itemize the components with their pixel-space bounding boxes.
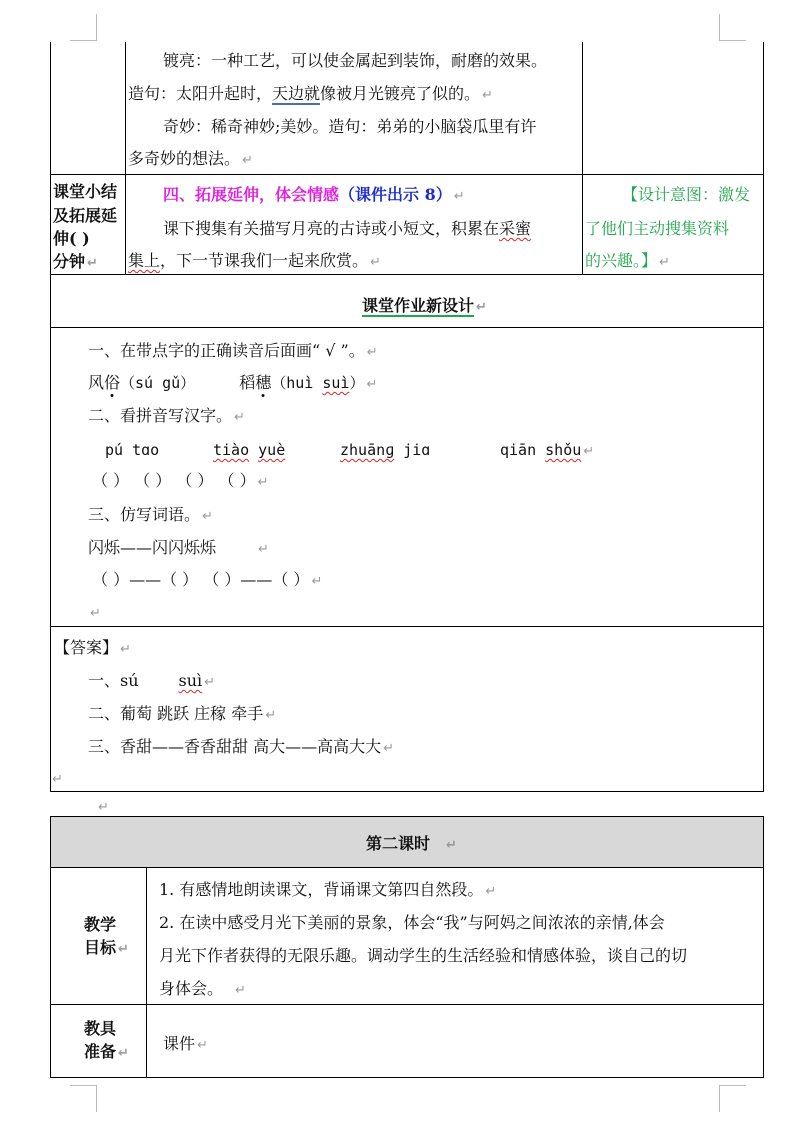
answer-3: 三、香甜——香香甜甜 高大——高高大大 ↵ <box>88 737 394 756</box>
homework-q1: 一、在带点字的正确读音后面画“ √ ”。 ↵ <box>88 341 378 360</box>
extension-body-1: 课下搜集有关描写月亮的古诗或小短文，积累在采蜜 <box>163 219 532 238</box>
summary-label-2: 及拓展延 <box>53 206 118 225</box>
crop-mark-top-left <box>70 14 97 41</box>
goal-2-line-3: 身体会。 ↵ <box>159 979 246 998</box>
crop-mark-top-right <box>719 14 746 41</box>
goal-1: 1. 有感情地朗读课文，背诵课文第四自然段。 ↵ <box>159 880 497 899</box>
homework-q3: 三、仿写词语。 ↵ <box>88 505 213 524</box>
vocab-line-4: 多奇妙的想法。 ↵ <box>128 149 253 168</box>
answer-1: 一、sú suì ↵ <box>88 671 216 690</box>
homework-example: 闪烁——闪闪烁烁 ↵ <box>88 538 269 557</box>
between-tables-mark: ↵ <box>98 800 109 815</box>
crop-mark-bottom-right <box>719 1085 746 1112</box>
design-intent-2: 了他们主动搜集资料 <box>585 219 730 238</box>
homework-q2: 二、看拼音写汉字。 ↵ <box>88 406 245 425</box>
vocab-line-1: 镀亮：一种工艺，可以使金属起到装饰，耐磨的效果。 <box>163 51 548 70</box>
goal-label-2: 目标 ↵ <box>84 938 129 957</box>
goal-2-line-1: 2. 在读中感受月光下美丽的景象，体会“我”与阿妈之间浓浓的亲情,体会 <box>159 913 665 932</box>
lesson2-title: 第二课时 ↵ <box>366 834 457 853</box>
answers-title: 【答案】 ↵ <box>54 638 131 657</box>
design-intent-1: 【设计意图：激发 <box>622 185 751 204</box>
empty-paragraph: ↵ <box>90 606 101 621</box>
pinyin-1: pú tɑo <box>105 441 160 459</box>
answers-end-mark: ↵ <box>52 772 63 787</box>
goal-2-line-2: 月光下作者获得的无限乐趣。调动学生的生活经验和情感体验，谈自己的切 <box>159 946 688 965</box>
summary-label-4: 分钟 ↵ <box>53 252 98 271</box>
homework-q1-items: 风俗（sú gǔ） 稻穗（huì suì） ↵ <box>88 373 378 392</box>
imitation-fill-row: （ ）——（ ） （ ）——（ ） ↵ <box>92 570 323 589</box>
summary-label-3: 伸( ) <box>53 229 90 248</box>
pinyin-4: qiān shǒu ↵ <box>500 441 595 459</box>
design-intent-3: 的兴趣。】 ↵ <box>585 251 670 270</box>
tools-value: 课件 ↵ <box>163 1034 208 1053</box>
tools-label-2: 准备 ↵ <box>84 1042 129 1061</box>
vocab-line-2: 造句：太阳升起时，天边就像被月光镀亮了似的。 ↵ <box>128 84 493 103</box>
pinyin-3: zhuānɡ jiɑ <box>340 441 431 459</box>
summary-label-1: 课堂小结 <box>53 182 118 201</box>
answer-2: 二、葡萄 跳跃 庄稼 牵手 ↵ <box>88 704 277 723</box>
vocab-line-3: 奇妙：稀奇神妙;美妙。造句：弟弟的小脑袋瓜里有许 <box>163 117 537 136</box>
homework-title: 课堂作业新设计 ↵ <box>362 296 487 315</box>
crop-mark-bottom-left <box>70 1085 97 1112</box>
tools-label-1: 教具 <box>84 1019 117 1038</box>
extension-body-2: 集上，下一节课我们一起来欣赏。 ↵ <box>128 251 381 270</box>
extension-heading: 四、拓展延伸，体会情感（课件出示 8） ↵ <box>163 185 465 204</box>
pinyin-blanks-row: （ ） （ ） （ ） （ ） ↵ <box>92 471 269 490</box>
goal-label-1: 教学 <box>84 915 117 934</box>
pinyin-2: tiào yuè <box>213 441 286 459</box>
